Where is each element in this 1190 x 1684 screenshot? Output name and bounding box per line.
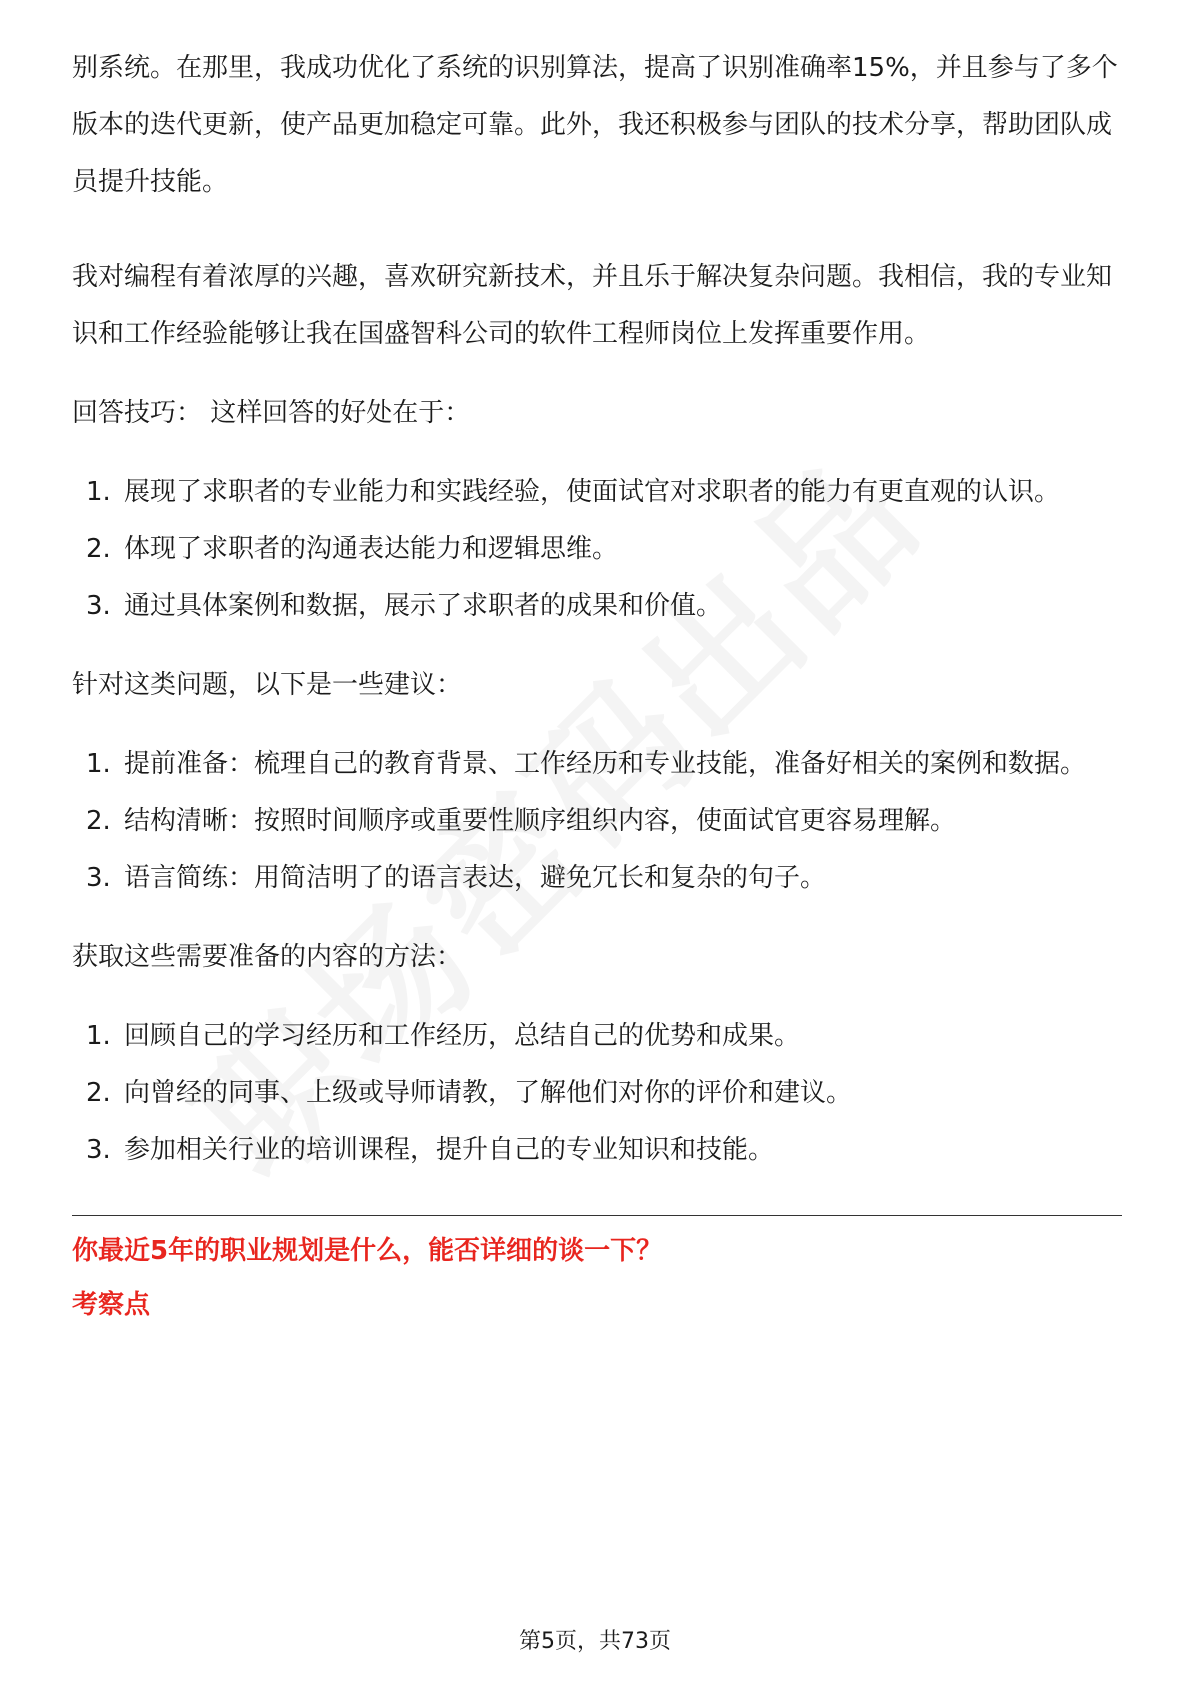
list-item xyxy=(72,1008,1122,1065)
list-item xyxy=(72,793,1122,850)
list-item-number: 2. xyxy=(86,806,111,836)
list-item-number: 1. xyxy=(86,749,111,779)
methods-list xyxy=(72,1008,1122,1179)
list-item-number: 2. xyxy=(86,534,111,564)
list-item-text: 提前准备：梳理自己的教育背景、工作经历和专业技能，准备好相关的案例和数据。 xyxy=(124,749,1087,779)
suggestions-list xyxy=(72,736,1122,907)
list-item-number: 3. xyxy=(86,591,111,621)
list-item xyxy=(72,1122,1122,1179)
paragraph-methods-intro: 获取这些需要准备的内容的方法： xyxy=(72,942,463,972)
list-item xyxy=(72,521,1122,578)
list-item xyxy=(72,1065,1122,1122)
document-body xyxy=(72,40,1122,1332)
paragraph-work-experience: 别系统。在那里，我成功优化了系统的识别算法，提高了识别准确率15%，并且参与了多个版本的迭代更新，使产品更加稳定可靠。此外，我还积极参与团队的技术分享，帮助团队成员提升技能。 xyxy=(72,53,1118,197)
list-item xyxy=(72,578,1122,635)
list-item-text: 体现了求职者的沟通表达能力和逻辑思维。 xyxy=(124,534,619,564)
list-item-number: 3. xyxy=(86,863,111,893)
list-item-text: 展现了求职者的专业能力和实践经验，使面试官对求职者的能力有更直观的认识。 xyxy=(124,477,1061,507)
list-item-number: 1. xyxy=(86,477,111,507)
benefits-list xyxy=(72,464,1122,635)
list-item-number: 2. xyxy=(86,1078,111,1108)
list-item xyxy=(72,736,1122,793)
paragraph-interest: 我对编程有着浓厚的兴趣，喜欢研究新技术，并且乐于解决复杂问题。我相信，我的专业知识和工作经验能够让我在国盛智科公司的软件工程师岗位上发挥重要作用。 xyxy=(72,262,1113,349)
list-item-number: 3. xyxy=(86,1135,111,1165)
question-title: 你最近5年的职业规划是什么，能否详细的谈一下？ xyxy=(72,1236,663,1266)
list-item-text: 语言简练：用简洁明了的语言表达，避免冗长和复杂的句子。 xyxy=(124,863,827,893)
paragraph-answer-tips: 回答技巧： 这样回答的好处在于： xyxy=(72,398,471,428)
list-item-text: 回顾自己的学习经历和工作经历，总结自己的优势和成果。 xyxy=(124,1021,801,1051)
list-item xyxy=(72,464,1122,521)
list-item-number: 1. xyxy=(86,1021,111,1051)
page-number: 第5页，共73页 xyxy=(519,1629,671,1654)
list-item-text: 向曾经的同事、上级或导师请教，了解他们对你的评价和建议。 xyxy=(124,1078,853,1108)
list-item xyxy=(72,850,1122,907)
list-item-text: 通过具体案例和数据，展示了求职者的成果和价值。 xyxy=(124,591,723,621)
list-item-text: 参加相关行业的培训课程，提升自己的专业知识和技能。 xyxy=(124,1135,775,1165)
paragraph-suggestions-intro: 针对这类问题，以下是一些建议： xyxy=(72,670,463,700)
question-subheading: 考察点 xyxy=(72,1290,151,1320)
list-item-text: 结构清晰：按照时间顺序或重要性顺序组织内容，使面试官更容易理解。 xyxy=(124,806,957,836)
